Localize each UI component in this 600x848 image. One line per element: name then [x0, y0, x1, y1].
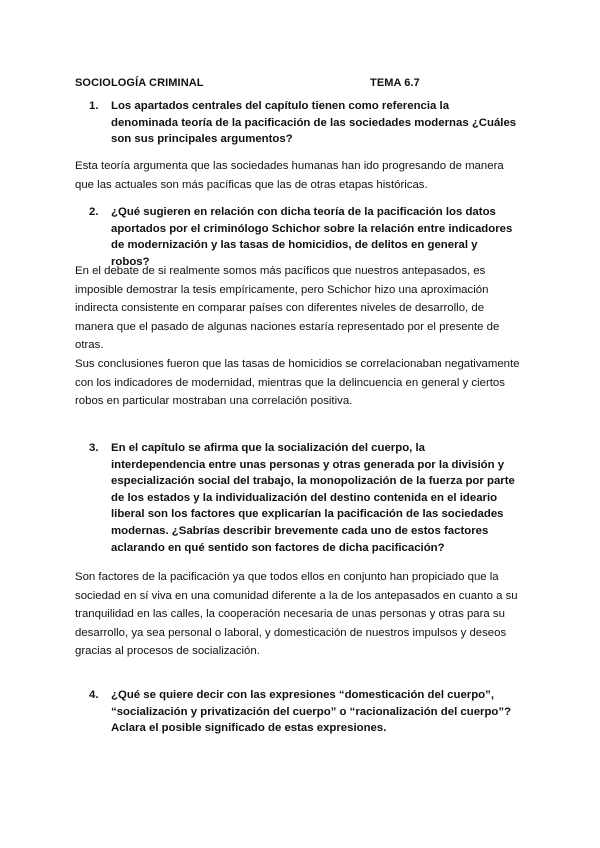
question-3: [89, 440, 519, 556]
topic-title: TEMA 6.7: [370, 77, 420, 89]
document-header: [75, 77, 535, 89]
question-text: Los apartados centrales del capítulo tienen como referencia la denominada teoría de la pacificación de las sociedades modernas ¿Cuáles son sus principales argumentos?: [111, 100, 517, 146]
question-text: En el capítulo se afirma que la socialización del cuerpo, la interdependencia entre unas personas y otras generada por la división y especialización social del trabajo, la monopolización de la fuerza por parte de los estados y la individualización del destino contenida en el ideario liberal son los factores que explicarían la pacificación de las sociedades modernas. ¿Sabrías describir brevemente cada uno de estos factores aclarando en qué sentido son factores de dicha pacificación?: [111, 442, 515, 554]
answer-1: Esta teoría argumenta que las sociedades humanas han ido progresando de manera que las actuales son más pacíficas que las de otras etapas históricas.: [75, 160, 504, 191]
subject-title: SOCIOLOGÍA CRIMINAL: [75, 77, 204, 89]
question-number: 2.: [89, 206, 99, 218]
question-2: [89, 204, 519, 270]
answer-2b: Sus conclusiones fueron que las tasas de homicidios se correlacionaban negativamente con los indicadores de modernidad, mientras que la delincuencia en general y ciertos robos en particular mostraban una correlación positiva.: [75, 358, 520, 408]
answer-3: Son factores de la pacificación ya que todos ellos en conjunto han propiciado que la sociedad en sí viva en una comunidad diferente a la de los antepasados en cuanto a su tranquilidad en las calles, la cooperación necesaria de unas personas y otras para su desarrollo, ya sea personal o laboral, y domesticación de nuestros impulsos y deseos gracias al procesos de socialización.: [75, 571, 518, 658]
answer-2a: En el debate de si realmente somos más pacíficos que nuestros antepasados, es imposible demostrar la tesis empíricamente, pero Schichor hizo una aproximación indirecta consistente en comparar países con diferentes niveles de desarrollo, de manera que el pasado de algunas naciones estaría representado por el presente de otras.: [75, 265, 500, 352]
question-number: 3.: [89, 442, 99, 454]
question-4: [89, 687, 519, 737]
question-1: [89, 98, 519, 148]
question-number: 1.: [89, 100, 99, 112]
question-number: 4.: [89, 689, 99, 701]
question-text: ¿Qué se quiere decir con las expresiones “domesticación del cuerpo”, “socialización y privatización del cuerpo” o “racionalización del cuerpo”? Aclara el posible significado de estas expresiones.: [111, 689, 512, 735]
question-text: ¿Qué sugieren en relación con dicha teoría de la pacificación los datos aportados por el criminólogo Schichor sobre la relación entre indicadores de modernización y las tasas de homicidios, de delitos en general y robos?: [111, 206, 513, 268]
